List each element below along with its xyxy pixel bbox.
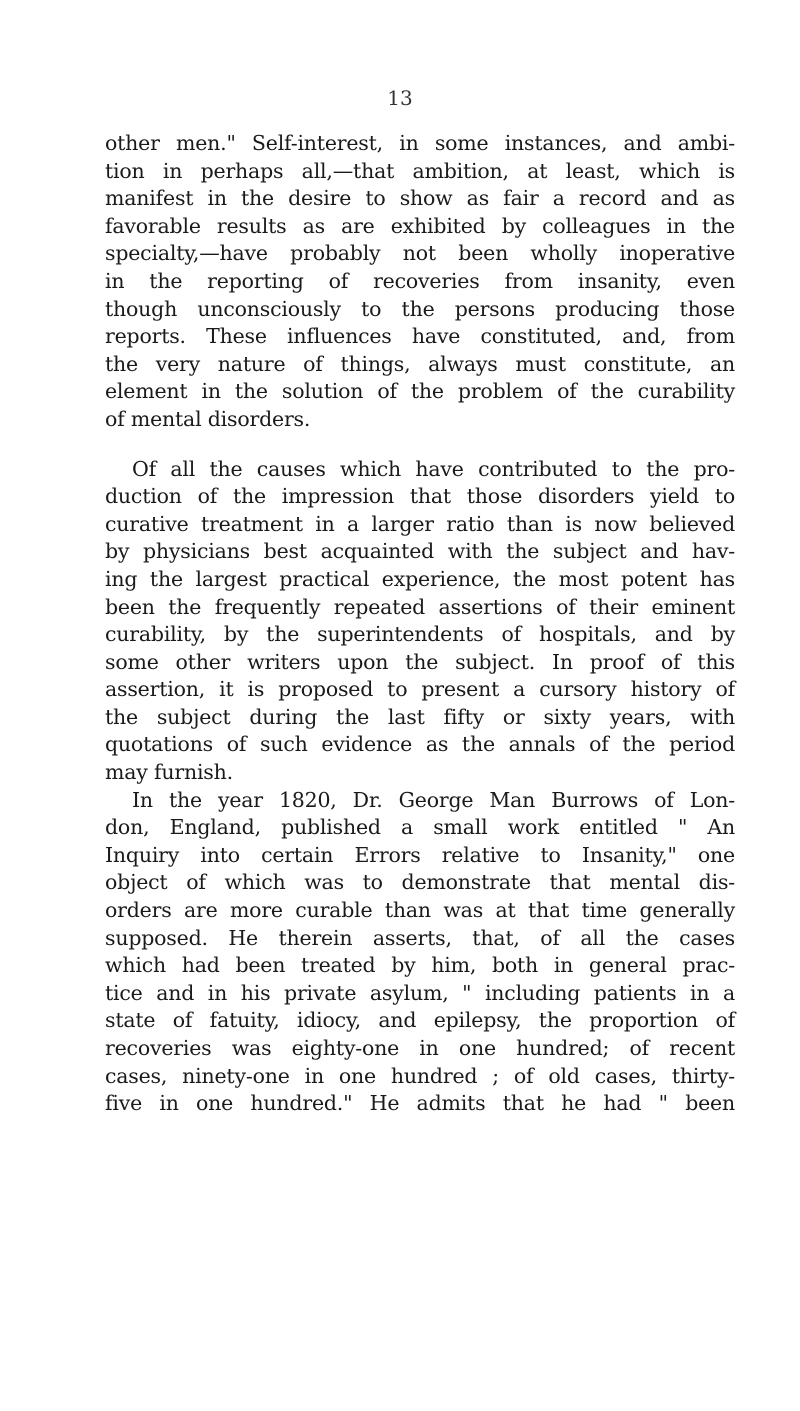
text-line: reports. These influences have constituted, and, from bbox=[105, 324, 735, 349]
text-line: recoveries was eighty-one in one hundred; of recent bbox=[105, 1036, 735, 1060]
text-line: assertion, it is proposed to present a cursory history of bbox=[105, 677, 735, 702]
page-body bbox=[105, 130, 735, 1118]
text-line: supposed. He therein asserts, that, of all the cases bbox=[105, 925, 735, 950]
text-line: the subject during the last fifty or sixty years, with bbox=[105, 704, 735, 729]
text-line: curability, by the superintendents of hospitals, and by bbox=[105, 622, 735, 647]
text-line: Of all the causes which have contributed to the pro- bbox=[132, 456, 735, 481]
text-line: cases, ninety-one in one hundred ; of old cases, thirty- bbox=[105, 1063, 735, 1088]
text-line: manifest in the desire to show as fair a record and as bbox=[105, 186, 735, 211]
text-line: the very nature of things, always must constitute, an bbox=[105, 351, 735, 376]
text-line: curative treatment in a larger ratio than is now believed bbox=[105, 511, 735, 536]
text-line: quotations of such evidence as the annals of the period bbox=[105, 732, 735, 757]
text-line: Inquiry into certain Errors relative to Insanity," one bbox=[105, 842, 735, 867]
text-line: ing the largest practical experience, the most potent has bbox=[105, 566, 735, 591]
text-line: though unconsciously to the persons producing those bbox=[105, 296, 735, 321]
text-line: of mental disorders. bbox=[105, 406, 311, 431]
text-line: In the year 1820, Dr. George Man Burrows of Lon- bbox=[132, 787, 735, 812]
text-line: may furnish. bbox=[105, 760, 233, 785]
text-line: five in one hundred." He admits that he had " been bbox=[105, 1091, 735, 1116]
text-line: favorable results as are exhibited by colleagues in the bbox=[105, 213, 735, 238]
text-line: been the frequently repeated assertions of their eminent bbox=[105, 594, 735, 619]
text-line: specialty,—have probably not been wholly inoperative bbox=[105, 241, 735, 266]
page-number: 13 bbox=[387, 86, 413, 110]
text-line: duction of the impression that those disorders yield to bbox=[105, 484, 735, 509]
text-line: state of fatuity, idiocy, and epilepsy, the proportion of bbox=[105, 1008, 735, 1033]
text-line: some other writers upon the subject. In proof of this bbox=[105, 649, 735, 674]
text-line: element in the solution of the problem of the curability bbox=[105, 379, 735, 404]
text-line: orders are more curable than was at that time generally bbox=[105, 898, 735, 923]
text-line: tice and in his private asylum, " including patients in a bbox=[105, 980, 735, 1005]
text-line: object of which was to demonstrate that mental dis- bbox=[105, 870, 735, 895]
text-line: don, England, published a small work entitled " An bbox=[105, 815, 735, 840]
text-line: tion in perhaps all,—that ambition, at least, which is bbox=[105, 158, 735, 183]
text-line: other men." Self-interest, in some instances, and ambi- bbox=[105, 131, 735, 155]
text-line: which had been treated by him, both in general prac- bbox=[105, 953, 735, 978]
text-line: by physicians best acquainted with the subject and hav- bbox=[105, 539, 735, 564]
text-line: in the reporting of recoveries from insanity, even bbox=[105, 268, 735, 293]
